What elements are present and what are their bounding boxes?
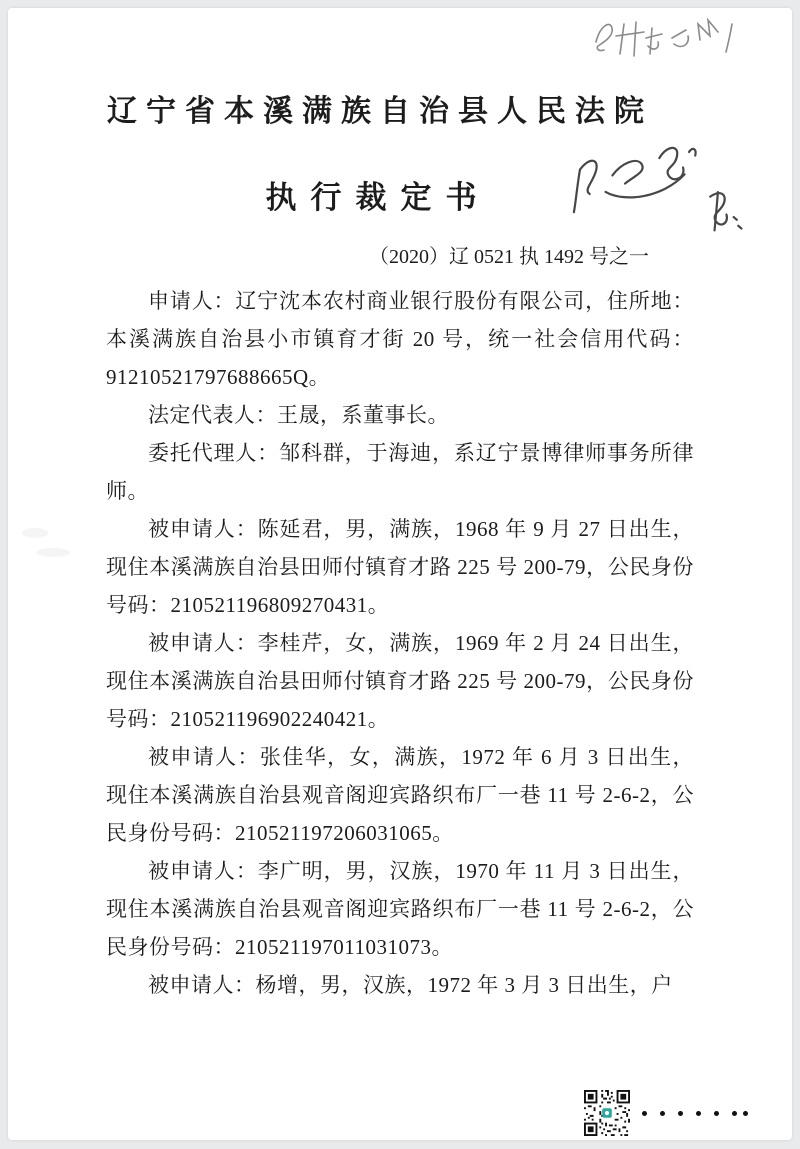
qr-code-icon [584, 1090, 630, 1136]
case-number: （2020）辽 0521 执 1492 号之一 [369, 246, 649, 268]
dot [642, 1111, 647, 1116]
dot [732, 1111, 737, 1116]
scan-smudge [22, 528, 48, 538]
paragraph-applicant: 申请人：辽宁沈本农村商业银行股份有限公司，住所地：本溪满族自治县小市镇育才街 20 号，统一社会信用代码：91210521797688665Q。 [106, 289, 694, 389]
document-body [106, 282, 694, 1004]
dot [696, 1111, 701, 1116]
dot [678, 1111, 683, 1116]
scan-smudge [36, 548, 70, 557]
dot [660, 1111, 665, 1116]
paragraph-respondent-4: 被申请人：李广明，男，汉族，1970 年 11 月 3 日出生，现住本溪满族自治县观音阁迎宾路织布厂一巷 11 号 2-6-2，公民身份号码：210521197011031073。 [106, 859, 694, 959]
page-footer [584, 1090, 748, 1136]
court-name: 辽宁省本溪满族自治县人民法院 [107, 95, 653, 128]
paragraph-respondent-2: 被申请人：李桂芹，女，满族，1969 年 2 月 24 日出生，现住本溪满族自治县田师付镇育才路 225 号 200-79，公民身份号码：210521196902240421。 [106, 631, 694, 731]
dot-separator-row [642, 1111, 748, 1116]
document-title: 执行裁定书 [265, 180, 491, 215]
dot [743, 1111, 748, 1116]
paragraph-respondent-5: 被申请人：杨增，男，汉族，1972 年 3 月 3 日出生，户 [148, 973, 673, 997]
paragraph-respondent-3: 被申请人：张佳华，女，满族，1972 年 6 月 3 日出生，现住本溪满族自治县观音阁迎宾路织布厂一巷 11 号 2-6-2，公民身份号码：210521197206031065。 [106, 745, 694, 845]
paragraph-respondent-1: 被申请人：陈延君，男，满族，1968 年 9 月 27 日出生，现住本溪满族自治县田师付镇育才路 225 号 200-79，公民身份号码：210521196809270431。 [106, 517, 694, 617]
paragraph-legal-representative: 法定代表人：王晟，系董事长。 [148, 403, 449, 427]
dot [714, 1111, 719, 1116]
document-page [8, 8, 792, 1140]
paragraph-agents: 委托代理人：邹科群，于海迪，系辽宁景博律师事务所律师。 [106, 441, 694, 503]
document-content [106, 8, 694, 1004]
